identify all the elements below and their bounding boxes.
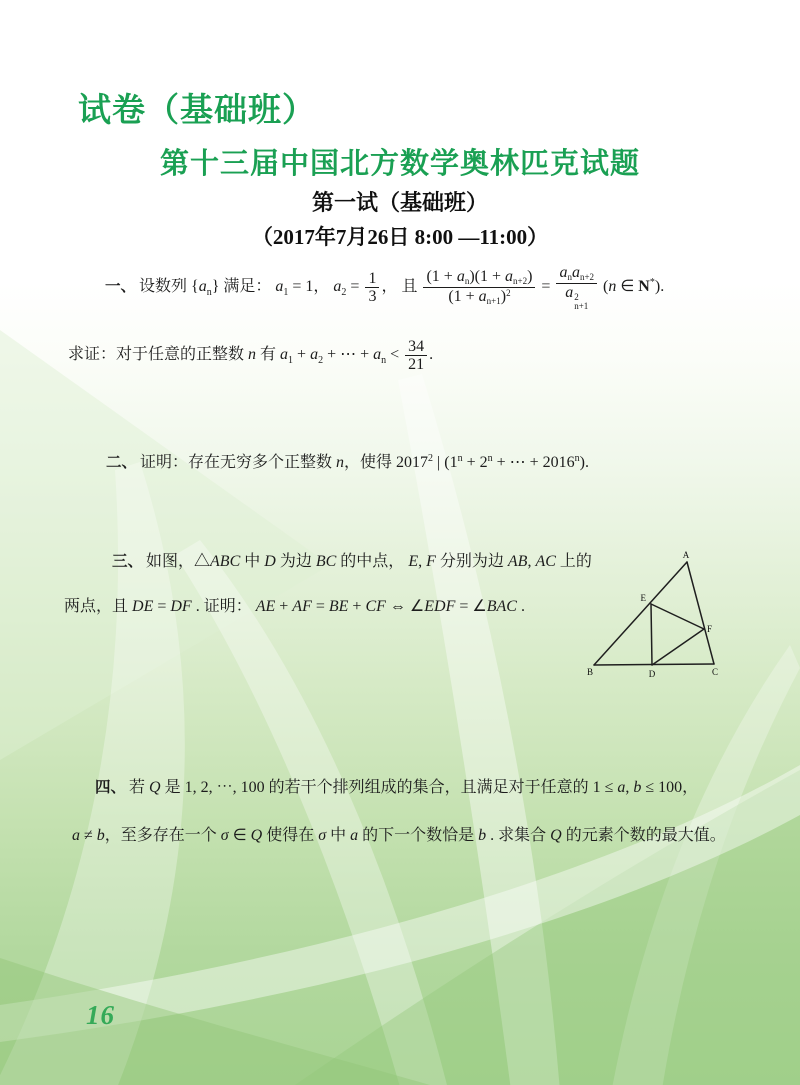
booklet-title: 试卷（基础班） — [78, 91, 316, 128]
session-title: 第一试（基础班） — [311, 190, 488, 215]
problem-2-statement: 二、 证明：存在无穷多个正整数 n，使得 2017$^2$ | ($1^n + 2^n$ + ⋯ + $2016^n$). — [106, 453, 589, 471]
problem-3-line-2 — [64, 597, 525, 618]
segment-EF — [651, 604, 704, 629]
problem-3-statement-part-2: 两点，且 DE = DF . 证明： AE + AF = BE + CF ⇔ ∠EDF = ∠BAC . — [64, 598, 525, 615]
vertex-label-C: C — [711, 667, 719, 677]
problem-4-statement-part-1: 四、 若 Q 是 1, 2, ⋯, 100 的若干个排列组成的集合，且满足对于任意的 1 ≤ a, b ≤ 100， — [95, 779, 699, 796]
problem-1-line-2 — [68, 338, 433, 374]
problem-4-line-2 — [72, 826, 726, 847]
point-label-E: E — [640, 593, 646, 603]
segment-ED — [651, 604, 652, 665]
side-AC — [687, 562, 714, 664]
point-label-D: D — [648, 669, 656, 679]
problem-2-line-1 — [106, 452, 589, 474]
problem-3-line-1 — [112, 552, 592, 573]
page-number: 16 — [86, 1000, 115, 1030]
problem-1-statement: 一、 设数列 $\{a_n\}$ 满足： $a_1 = 1$， $a_2$ = $\frac{1}{3}$ ， 且 $\frac{(1 + an)(1 + an+2)}{(1 + an+1)^2}$ = anan+2 a 2 n+1 (n ∈ N*). — [105, 264, 665, 311]
problem-1-line-1 — [105, 264, 664, 311]
vertex-label-B: B — [586, 667, 594, 677]
problem-4-statement-part-2: a ≠ b，至多存在一个 σ ∈ Q 使得在 σ 中 a 的下一个数恰是 b . 求集合 Q 的元素个数的最大值。 — [72, 827, 726, 844]
problem-3-statement-part-1: 三、 如图，△ABC 中 D 为边 BC 的中点， E, F 分别为边 AB, AC 上的 — [112, 553, 592, 570]
point-label-F: F — [707, 624, 713, 634]
vertex-label-A: A — [682, 550, 690, 560]
contest-title: 第十三届中国北方数学奥林匹克试题 — [159, 148, 640, 180]
segment-DF — [652, 629, 704, 665]
problem-4-line-1 — [95, 778, 698, 799]
problem-1-claim: 求证：对于任意的正整数 n 有 $a_1 + a_2$ + ⋯ + $a_n$ < $\frac{34}{21}$ . — [68, 338, 434, 374]
exam-date-time: （2017年7月26日 8:00 —11:00） — [251, 225, 549, 249]
triangle-figure — [584, 548, 724, 680]
